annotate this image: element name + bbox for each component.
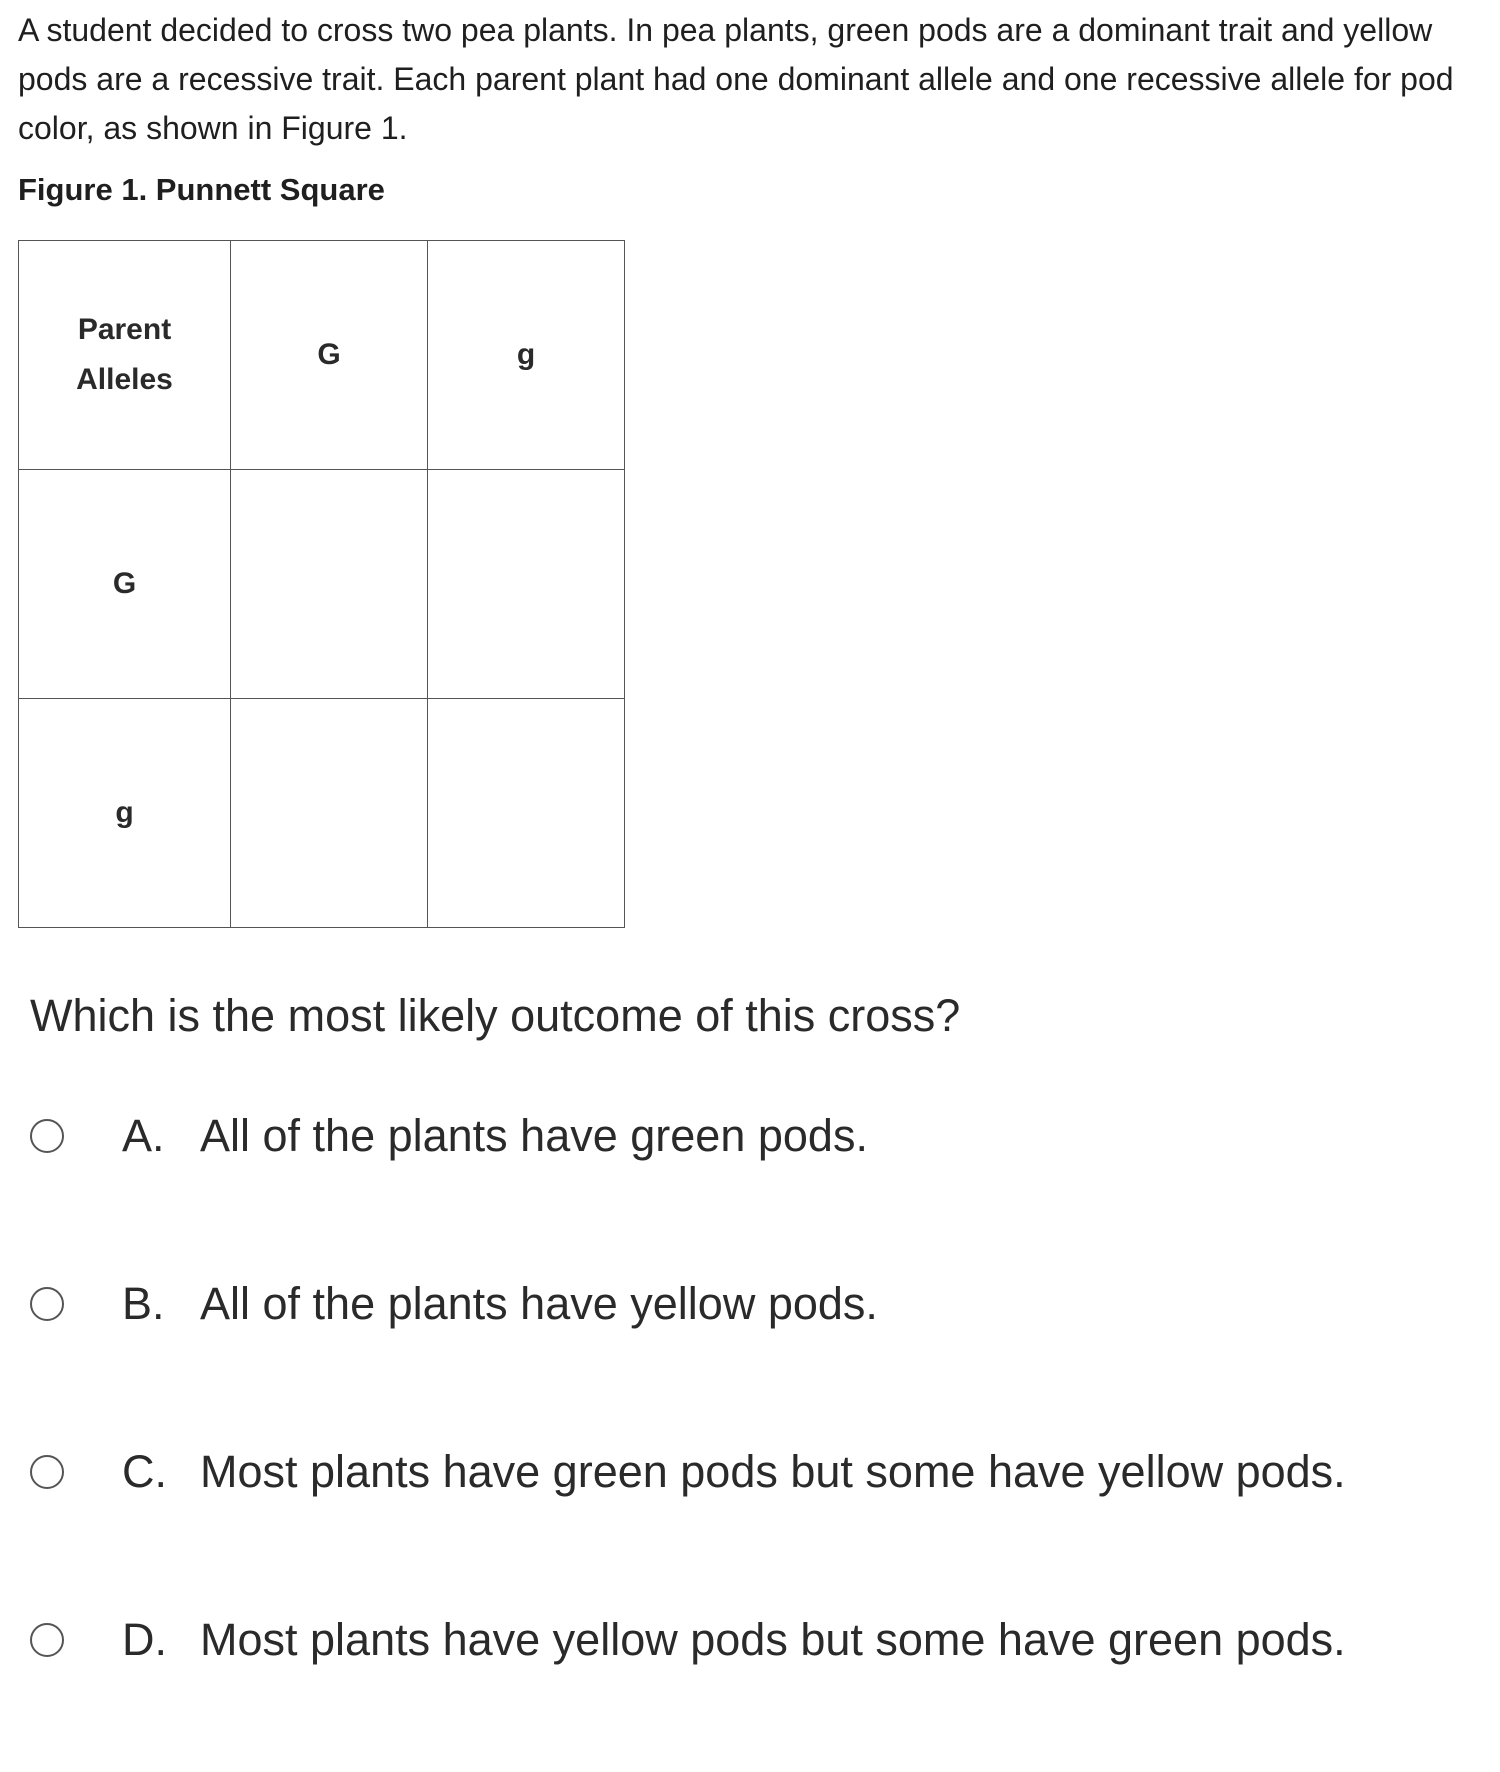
punnett-cell <box>231 470 428 699</box>
option-letter: D. <box>122 1614 167 1665</box>
row-allele-2: g <box>19 699 231 928</box>
option-letter: C. <box>122 1446 167 1497</box>
option-text: Most plants have yellow pods but some have green pods. <box>200 1614 1346 1665</box>
punnett-cell <box>428 699 625 928</box>
option-letter: A. <box>122 1110 165 1161</box>
parent-alleles-header <box>19 241 231 470</box>
question-prompt: Which is the most likely outcome of this cross? <box>30 990 961 1041</box>
punnett-row-2 <box>19 699 625 928</box>
row-allele-1: G <box>19 470 231 699</box>
punnett-cell <box>231 699 428 928</box>
answer-option-d[interactable] <box>30 1604 1490 1676</box>
radio-button-icon[interactable] <box>30 1623 64 1657</box>
radio-button-icon[interactable] <box>30 1119 64 1153</box>
option-text: All of the plants have green pods. <box>200 1110 868 1161</box>
option-letter: B. <box>122 1278 165 1329</box>
intro-paragraph: A student decided to cross two pea plants. In pea plants, green pods are a dominant trait and yellow pods are a recessive trait. Each parent plant had one dominant allele and one recessive allele for pod color, as shown in Figure 1. <box>18 12 1454 146</box>
punnett-header-row <box>19 241 625 470</box>
answer-option-c[interactable] <box>30 1436 1490 1508</box>
punnett-square <box>18 240 625 928</box>
radio-button-icon[interactable] <box>30 1455 64 1489</box>
punnett-cell <box>428 470 625 699</box>
option-text: Most plants have green pods but some have yellow pods. <box>200 1446 1346 1497</box>
radio-button-icon[interactable] <box>30 1287 64 1321</box>
figure-caption: Figure 1. Punnett Square <box>18 172 385 207</box>
punnett-row-1 <box>19 470 625 699</box>
column-allele-1: G <box>231 241 428 470</box>
header-line-1: Parent <box>77 313 172 346</box>
answer-options <box>30 1100 1490 1772</box>
answer-option-b[interactable] <box>30 1268 1490 1340</box>
column-allele-2: g <box>428 241 625 470</box>
option-text: All of the plants have yellow pods. <box>200 1278 878 1329</box>
header-line-2: Alleles <box>76 363 173 396</box>
answer-option-a[interactable] <box>30 1100 1490 1172</box>
